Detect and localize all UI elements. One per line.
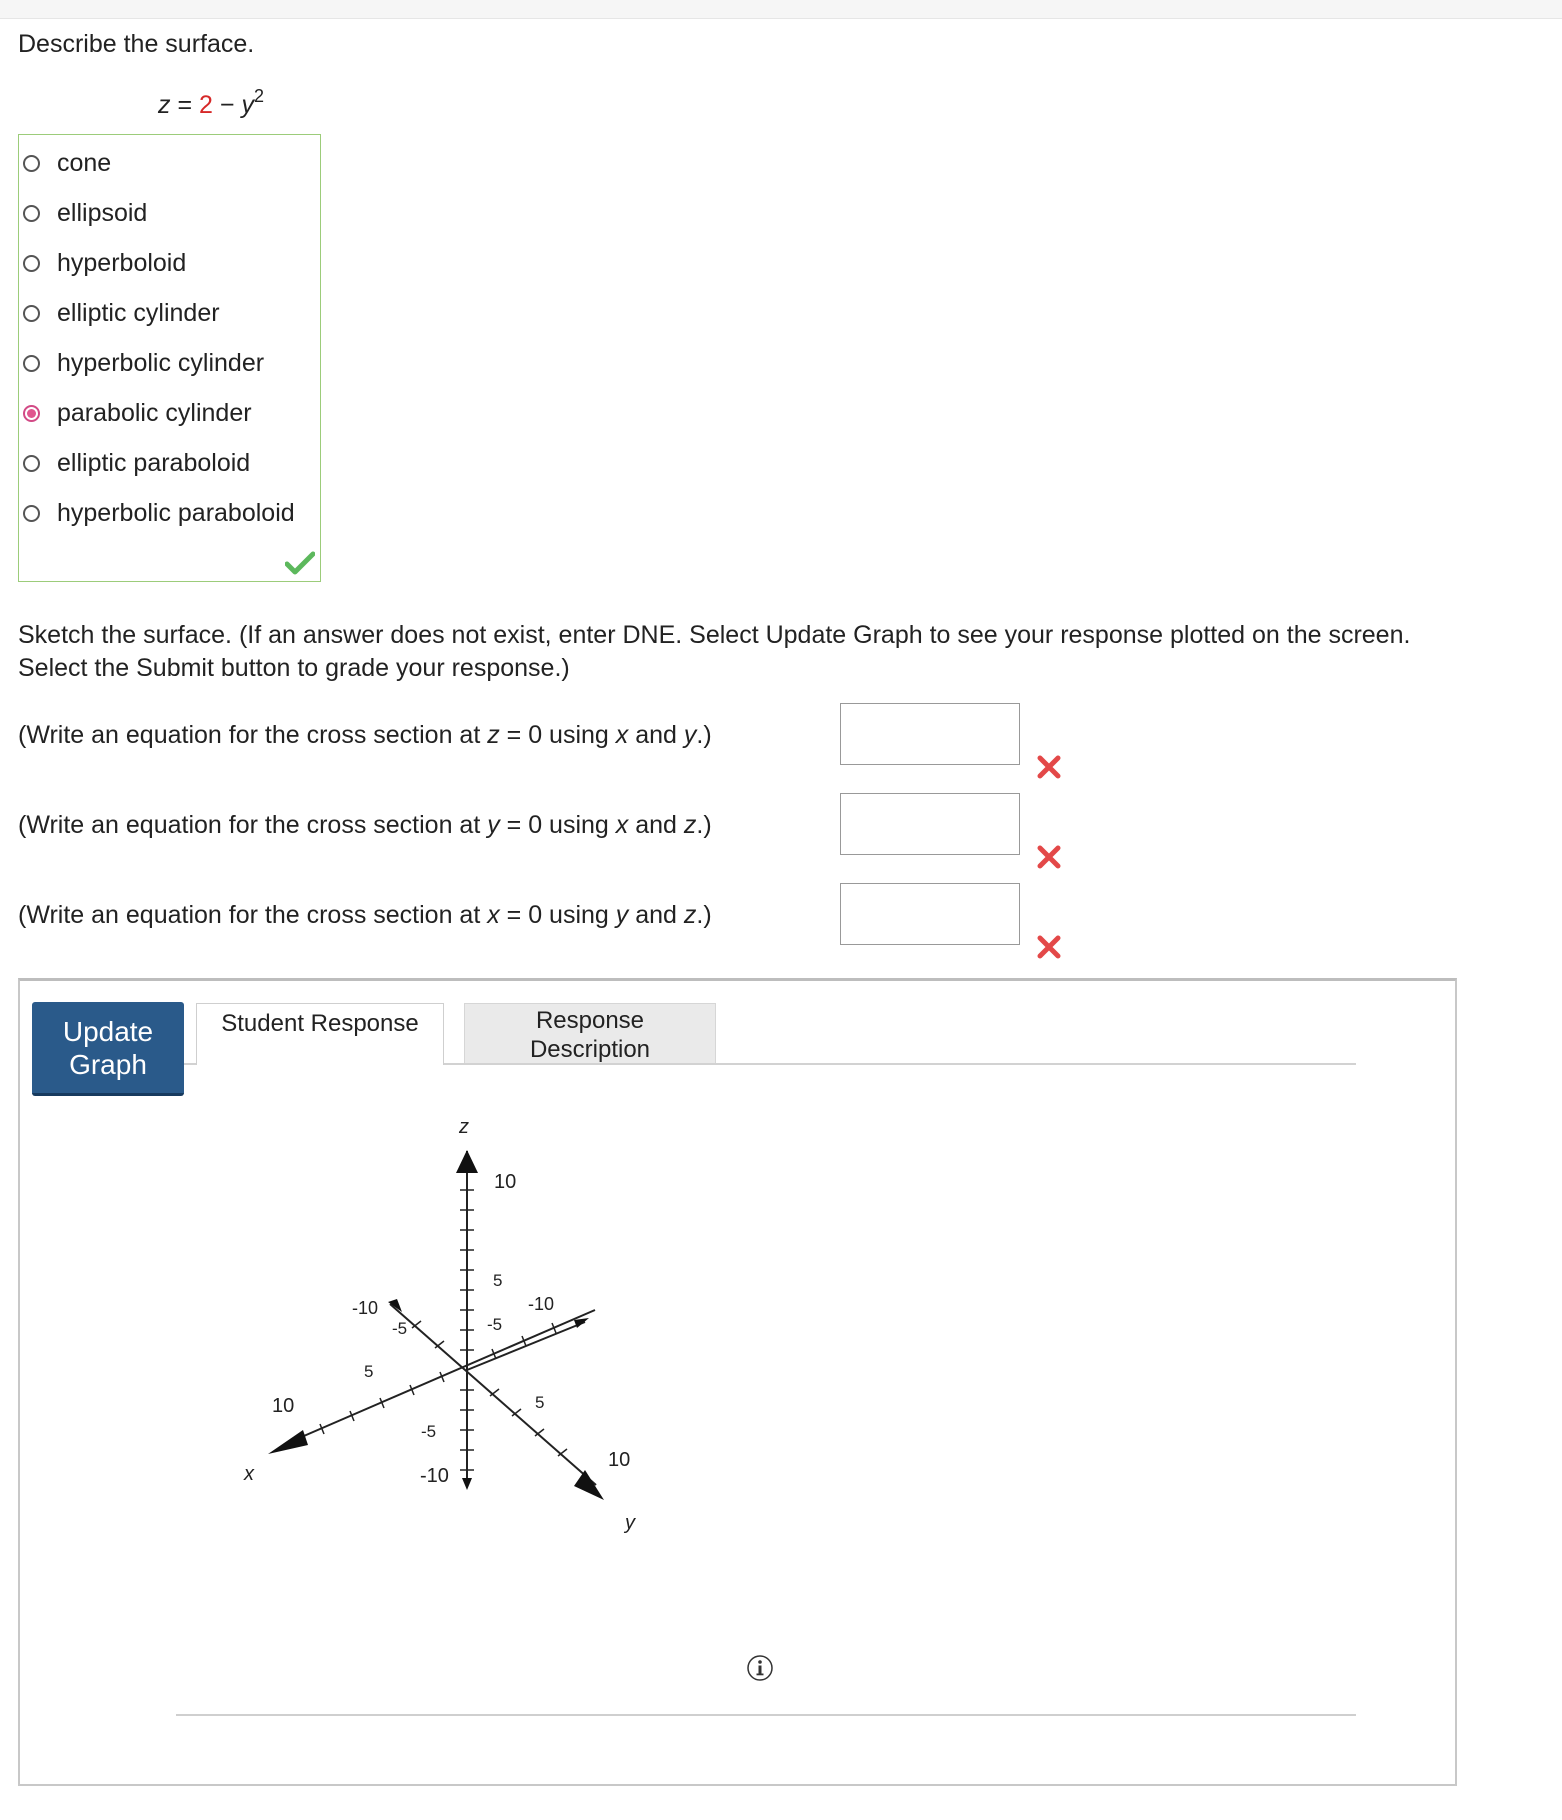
y-tick-5: 5 (535, 1393, 545, 1412)
eq-equals: = (177, 91, 193, 119)
choice-elliptic-paraboloid[interactable] (23, 443, 250, 483)
prompt-var: y (615, 901, 629, 929)
radio-button[interactable] (23, 355, 40, 372)
eq-var: y (241, 91, 254, 119)
graph-panel (18, 978, 1457, 1786)
y-tick-neg5: -5 (392, 1319, 408, 1338)
prompt-text: .) (696, 721, 712, 749)
incorrect-x-icon (1036, 844, 1062, 870)
x-tick-10: 10 (272, 1395, 295, 1417)
panel-divider (176, 1714, 1356, 1716)
z-axis-label: z (459, 1116, 469, 1138)
3d-axes-graph[interactable] (240, 1100, 700, 1560)
prompt-text: .) (696, 901, 712, 929)
radio-button[interactable] (23, 255, 40, 272)
x-axis-label: x (244, 1463, 254, 1485)
radio-button[interactable] (23, 205, 40, 222)
info-icon[interactable] (745, 1653, 775, 1683)
x-axis-neg-arrow (388, 1299, 402, 1312)
check-icon (285, 551, 315, 575)
choice-elliptic-cylinder[interactable] (23, 293, 220, 333)
x-tick-neg5: -5 (487, 1315, 503, 1334)
z-axis-arrow (456, 1150, 478, 1173)
choice-label: cone (57, 148, 112, 177)
choice-label: hyperboloid (57, 248, 187, 277)
tab-student-response[interactable]: Student Response (196, 1003, 444, 1065)
prompt-text: (Write an equation for the cross section at (18, 811, 488, 839)
choice-label: ellipsoid (57, 198, 148, 227)
x-axis-arrow (268, 1430, 308, 1454)
z-tick-neg10: -10 (420, 1465, 449, 1487)
incorrect-x-icon (1036, 934, 1062, 960)
z-tick-5: 5 (493, 1271, 503, 1290)
eq-minus: − (219, 91, 235, 119)
tab-label-1: Response (535, 1007, 645, 1034)
tab-divider (184, 1063, 196, 1065)
z-tick-neg5: -5 (421, 1422, 437, 1441)
incorrect-x-icon (1036, 754, 1062, 780)
choice-label: elliptic cylinder (57, 298, 220, 327)
sketch-instructions-line2: Select the Submit button to grade your response.) (18, 654, 570, 682)
radio-button[interactable] (23, 505, 40, 522)
radio-button[interactable] (23, 455, 40, 472)
tab-response-description[interactable] (464, 1003, 716, 1065)
choice-hyperboloid[interactable] (23, 243, 186, 283)
prompt-text: = 0 using (499, 721, 616, 749)
choice-label: elliptic paraboloid (57, 448, 251, 477)
tab-label-2: Description (529, 1036, 651, 1063)
sketch-instructions-line1: Sketch the surface. (If an answer does not exist, enter DNE. Select Update Graph to see your response plotted on the screen. (18, 621, 1411, 649)
prompt-var: y (487, 811, 500, 839)
cross-section-x-prompt (18, 901, 712, 930)
update-graph-label-1: Update (62, 1016, 154, 1047)
cross-section-z-input[interactable] (840, 703, 1020, 765)
choice-label: parabolic cylinder (57, 398, 252, 427)
z-axis-neg-arrow (462, 1478, 472, 1490)
choice-label: hyperbolic paraboloid (57, 498, 295, 527)
tab-divider (444, 1063, 1356, 1065)
choice-cone[interactable] (23, 143, 111, 183)
surface-equation (158, 86, 264, 120)
prompt-text: = 0 using (499, 811, 616, 839)
eq-exponent: 2 (253, 86, 264, 106)
radio-button[interactable] (23, 155, 40, 172)
cross-section-y-input[interactable] (840, 793, 1020, 855)
choice-label: hyperbolic cylinder (57, 348, 265, 377)
y-tick-neg10: -10 (528, 1294, 555, 1314)
cross-section-y-prompt (18, 811, 712, 840)
prompt-text: (Write an equation for the cross section at (18, 901, 488, 929)
update-graph-label-2: Graph (69, 1049, 147, 1080)
y-axis-arrow (574, 1470, 604, 1500)
choice-ellipsoid[interactable] (23, 193, 147, 233)
prompt-var: z (683, 901, 697, 929)
prompt-var: z (683, 811, 697, 839)
choice-hyperbolic-cylinder[interactable] (23, 343, 264, 383)
x-tick-5: 5 (364, 1362, 374, 1381)
question-title: Describe the surface. (18, 30, 255, 58)
eq-constant: 2 (199, 91, 213, 119)
x-axis (283, 1310, 595, 1445)
eq-lhs: z (158, 91, 171, 119)
prompt-text: and (628, 811, 684, 839)
choice-hyperbolic-paraboloid[interactable] (23, 493, 295, 533)
z-tick-10: 10 (494, 1171, 517, 1193)
cross-section-z-prompt (18, 721, 712, 750)
radio-button-selected[interactable] (23, 405, 40, 422)
prompt-text: and (628, 901, 684, 929)
radio-button[interactable] (23, 305, 40, 322)
prompt-var: x (615, 721, 629, 749)
prompt-var: x (487, 901, 500, 929)
update-graph-button[interactable] (32, 1002, 184, 1096)
prompt-text: = 0 using (499, 901, 616, 929)
surface-choices (18, 134, 321, 582)
x-tick-neg10: -10 (352, 1298, 379, 1318)
choice-parabolic-cylinder[interactable] (23, 393, 252, 433)
prompt-var: y (683, 721, 697, 749)
prompt-var: z (487, 721, 500, 749)
prompt-text: (Write an equation for the cross section at (18, 721, 488, 749)
prompt-text: and (628, 721, 684, 749)
y-tick-10: 10 (608, 1449, 631, 1471)
prompt-text: .) (696, 811, 712, 839)
top-bar (0, 0, 1562, 19)
y-axis-label: y (625, 1512, 635, 1534)
cross-section-x-input[interactable] (840, 883, 1020, 945)
prompt-var: x (615, 811, 629, 839)
